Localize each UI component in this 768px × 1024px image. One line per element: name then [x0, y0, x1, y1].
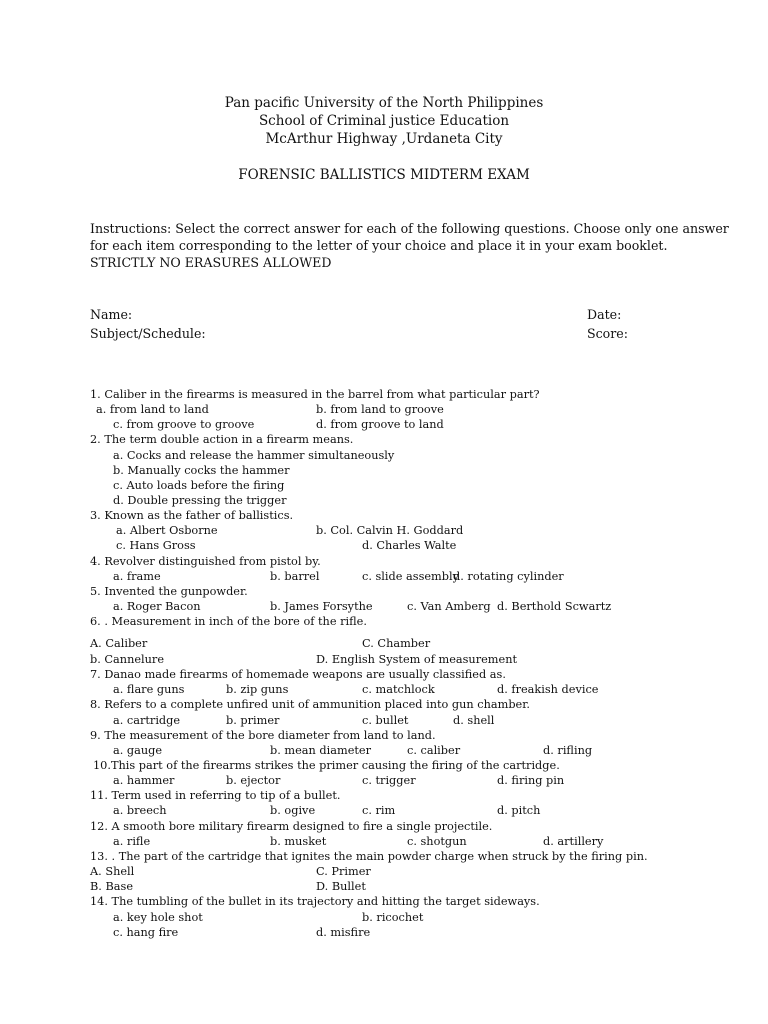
subject-label: Subject/Schedule:: [90, 326, 206, 341]
answer-choice: B. Base: [90, 880, 134, 893]
question-stem: 1. Caliber in the firearms is measured in the barrel from what particular part?: [90, 388, 540, 401]
school-name: School of Criminal justice Education: [258, 113, 510, 129]
answer-choice: d. misfire: [316, 926, 371, 939]
question-stem: 4. Revolver distinguished from pistol by.: [90, 555, 321, 568]
answer-choice: b. ogive: [270, 804, 316, 817]
answer-choice: C. Primer: [316, 865, 371, 878]
question-stem: 11. Term used in referring to tip of a bullet.: [90, 789, 341, 802]
question-stem: 6. . Measurement in inch of the bore of the rifle.: [90, 615, 367, 628]
answer-choice: c. shotgun: [407, 835, 467, 848]
university-name: Pan pacific University of the North Philippines: [224, 95, 544, 111]
question-stem: 2. The term double action in a firearm means.: [90, 433, 354, 446]
answer-choice: c. rim: [362, 804, 396, 817]
answer-choice: d. firing pin: [497, 774, 565, 787]
date-label: Date:: [587, 307, 622, 322]
question-stem: 7. Danao made firearms of homemade weapons are usually classified as.: [90, 668, 506, 681]
answer-choice: a. key hole shot: [113, 911, 203, 924]
question-stem: 10.This part of the firearms strikes the primer causing the firing of the cartridge.: [93, 759, 560, 772]
answer-choice: a. hammer: [113, 774, 175, 787]
answer-choice: d. rotating cylinder: [453, 570, 564, 583]
instructions-line: for each item corresponding to the letter of your choice and place it in your exam booklet.: [90, 238, 668, 253]
instructions-line: Instructions: Select the correct answer for each of the following questions. Choose only one answer: [90, 221, 729, 236]
answer-choice: d. Berthold Scwartz: [497, 600, 612, 613]
question-stem: 5. Invented the gunpowder.: [90, 585, 248, 598]
school-address: McArthur Highway ,Urdaneta City: [265, 131, 503, 147]
exam-title: FORENSIC BALLISTICS MIDTERM EXAM: [238, 167, 530, 183]
answer-choice: b. Manually cocks the hammer: [113, 464, 290, 477]
answer-choice: d. from groove to land: [316, 418, 444, 431]
answer-choice: A. Shell: [90, 865, 135, 878]
answer-choice: a. Albert Osborne: [116, 524, 218, 537]
answer-choice: d. shell: [453, 714, 495, 727]
answer-choice: C. Chamber: [362, 637, 431, 650]
answer-choice: b. barrel: [270, 570, 320, 583]
answer-choice: a. cartridge: [113, 714, 181, 727]
answer-choice: b. Cannelure: [90, 653, 165, 666]
answer-choice: A. Caliber: [90, 637, 148, 650]
answer-choice: a. Roger Bacon: [113, 600, 201, 613]
question-stem: 13. . The part of the cartridge that ignites the main powder charge when struck by the firing pin.: [90, 850, 648, 863]
answer-choice: d. Charles Walte: [362, 539, 457, 552]
question-stem: 14. The tumbling of the bullet in its trajectory and hitting the target sideways.: [90, 895, 540, 908]
answer-choice: c. hang fire: [113, 926, 179, 939]
answer-choice: a. from land to land: [96, 403, 209, 416]
answer-choice: a. rifle: [113, 835, 151, 848]
answer-choice: b. James Forsythe: [270, 600, 373, 613]
answer-choice: b. ricochet: [362, 911, 424, 924]
instructions-line: STRICTLY NO ERASURES ALLOWED: [90, 255, 332, 270]
answer-choice: d. artillery: [543, 835, 604, 848]
answer-choice: c. trigger: [362, 774, 416, 787]
answer-choice: d. pitch: [497, 804, 541, 817]
answer-choice: D. English System of measurement: [316, 653, 518, 666]
answer-choice: c. caliber: [407, 744, 461, 757]
answer-choice: b. ejector: [226, 774, 281, 787]
answer-choice: c. slide assembly: [362, 570, 459, 583]
answer-choice: d. Double pressing the trigger: [113, 494, 287, 507]
question-stem: 3. Known as the father of ballistics.: [90, 509, 294, 522]
answer-choice: a. breech: [113, 804, 167, 817]
answer-choice: c. Van Amberg: [407, 600, 491, 613]
answer-choice: c. matchlock: [362, 683, 435, 696]
answer-choice: c. Hans Gross: [116, 539, 196, 552]
answer-choice: b. from land to groove: [316, 403, 444, 416]
score-label: Score:: [587, 326, 628, 341]
answer-choice: b. mean diameter: [270, 744, 372, 757]
answer-choice: a. frame: [113, 570, 161, 583]
answer-choice: a. flare guns: [113, 683, 185, 696]
question-stem: 12. A smooth bore military firearm designed to fire a single projectile.: [90, 820, 493, 833]
answer-choice: a. gauge: [113, 744, 163, 757]
answer-choice: b. musket: [270, 835, 327, 848]
answer-choice: b. zip guns: [226, 683, 289, 696]
question-stem: 9. The measurement of the bore diameter from land to land.: [90, 729, 436, 742]
answer-choice: b. Col. Calvin H. Goddard: [316, 524, 464, 537]
answer-choice: c. bullet: [362, 714, 409, 727]
answer-choice: c. from groove to groove: [113, 418, 255, 431]
question-stem: 8. Refers to a complete unfired unit of ammunition placed into gun chamber.: [90, 698, 530, 711]
answer-choice: b. primer: [226, 714, 280, 727]
answer-choice: d. freakish device: [497, 683, 599, 696]
name-label: Name:: [90, 307, 133, 322]
answer-choice: a. Cocks and release the hammer simultaneously: [113, 449, 395, 462]
answer-choice: D. Bullet: [316, 880, 366, 893]
answer-choice: c. Auto loads before the firing: [113, 479, 285, 492]
answer-choice: d. rifling: [543, 744, 593, 757]
